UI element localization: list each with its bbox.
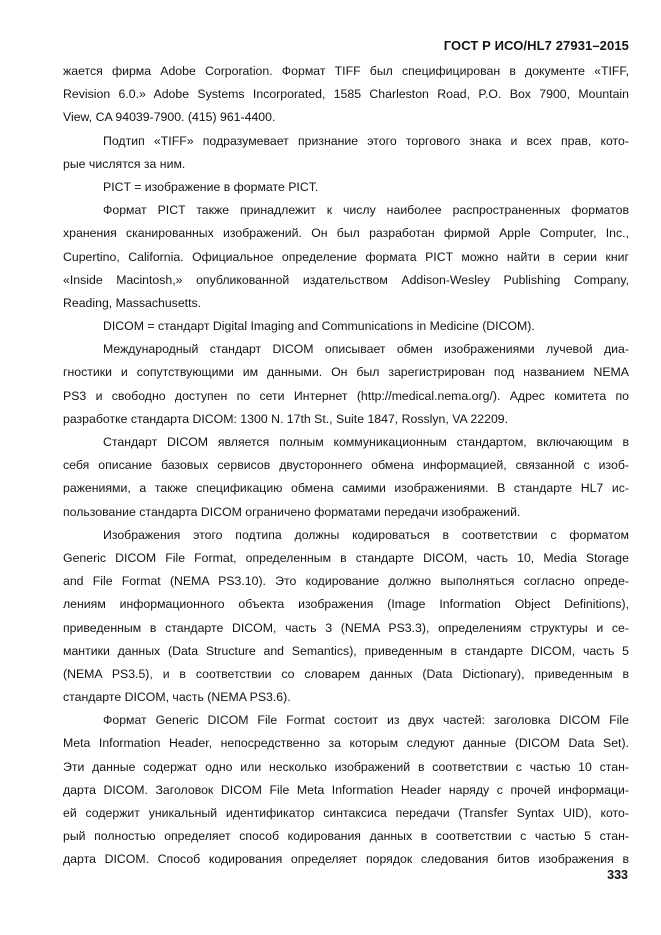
- text-line: PS3 и свободно доступен по сети Интернет (http://medical.nema.org/). Адрес комитета по: [63, 388, 629, 403]
- text-line: рые числятся за ним.: [63, 156, 186, 171]
- text-line: Формат Generic DICOM File Format состоит из двух частей: заголовка DICOM File: [103, 713, 629, 728]
- text-line: Эти данные содержат одно или несколько изображений в соответствии с частью 10 стан-: [63, 759, 629, 774]
- text-line: рый полностью определяет способ кодирования данных в соответствии с частью 5 стан-: [63, 829, 629, 844]
- text-line: View, CA 94039-7900. (415) 961-4400.: [63, 110, 276, 125]
- page-number: 333: [607, 868, 628, 882]
- text-line: Cupertino, California. Официальное определение формата PICT можно найти в серии книг: [63, 249, 629, 264]
- text-line: приведенным в стандарте DICOM, часть 3 (NEMA PS3.3), определениям структуры и се-: [63, 620, 629, 635]
- text-line: PICT = изображение в формате PICT.: [103, 179, 319, 194]
- text-line: Международный стандарт DICOM описывает обмен изображениями лучевой диа-: [103, 342, 629, 357]
- text-line: себя описание базовых сервисов двустороннего обмена информацией, связанной с изоб-: [63, 458, 629, 473]
- body-text: [63, 60, 629, 872]
- text-line: дарта DICOM. Заголовок DICOM File Meta Information Header наряду с прочей информаци-: [63, 782, 629, 797]
- text-line: (NEMA PS3.5), и в соответствии со словарем данных (Data Dictionary), приведенным в: [63, 666, 629, 681]
- text-line: жается фирма Adobe Corporation. Формат TIFF был специфицирован в документе «TIFF,: [63, 64, 629, 78]
- text-line: стандарте DICOM, часть (NEMA PS3.6).: [63, 690, 291, 705]
- text-line: Подтип «TIFF» подразумевает признание этого торгового знака и всех прав, кото-: [103, 133, 629, 148]
- text-line: пользование стандарта DICOM ограничено форматами передачи изображений.: [63, 504, 521, 519]
- text-line: Revision 6.0.» Adobe Systems Incorporated, 1585 Charleston Road, P.O. Box 7900, Mountain: [63, 87, 629, 102]
- text-line: ей содержит уникальный идентификатор синтаксиса передачи (Transfer Syntax UID), кото-: [63, 806, 629, 820]
- text-line: DICOM = стандарт Digital Imaging and Communications in Medicine (DICOM).: [103, 319, 535, 334]
- text-line: хранения сканированных изображений. Он был разработан фирмой Apple Computer, Inc.,: [63, 226, 629, 241]
- text-line: ражениями, а также спецификацию обмена самими изображениями. В стандарте HL7 ис-: [63, 481, 629, 496]
- text-line: лениям информационного объекта изображения (Image Information Object Definitions),: [63, 597, 629, 612]
- text-line: Формат PICT также принадлежит к числу наиболее распространенных форматов: [103, 203, 629, 218]
- text-line: «Inside Macintosh,» опубликованной издательством Addison-Wesley Publishing Company,: [63, 272, 629, 287]
- text-line: Изображения этого подтипа должны кодироваться в соответствии с форматом: [103, 527, 629, 542]
- document-code-header: ГОСТ Р ИСО/HL7 27931–2015: [443, 38, 629, 53]
- text-line: дарта DICOM. Способ кодирования определяет порядок следования битов изображения в: [63, 852, 629, 867]
- text-line: разработке стандарта DICOM: 1300 N. 17th St., Suite 1847, Rosslyn, VA 22209.: [63, 411, 509, 426]
- text-line: мантики данных (Data Structure and Semantics), приведенным в стандарте DICOM, часть 5: [63, 643, 629, 658]
- text-line: гностики и сопутствующими им данными. Он был зарегистрирован под названием NEMA: [63, 365, 629, 380]
- text-line: and File Format (NEMA PS3.10). Это кодирование должно выполняться согласно опреде-: [63, 574, 629, 589]
- text-line: Generic DICOM File Format, определенным в стандарте DICOM, часть 10, Media Storage: [63, 550, 629, 565]
- text-line: Reading, Massachusetts.: [63, 295, 202, 310]
- text-line: Meta Information Header, непосредственно за которым следуют данные (DICOM Data Set).: [63, 736, 629, 751]
- text-line: Стандарт DICOM является полным коммуникационным стандартом, включающим в: [103, 435, 629, 449]
